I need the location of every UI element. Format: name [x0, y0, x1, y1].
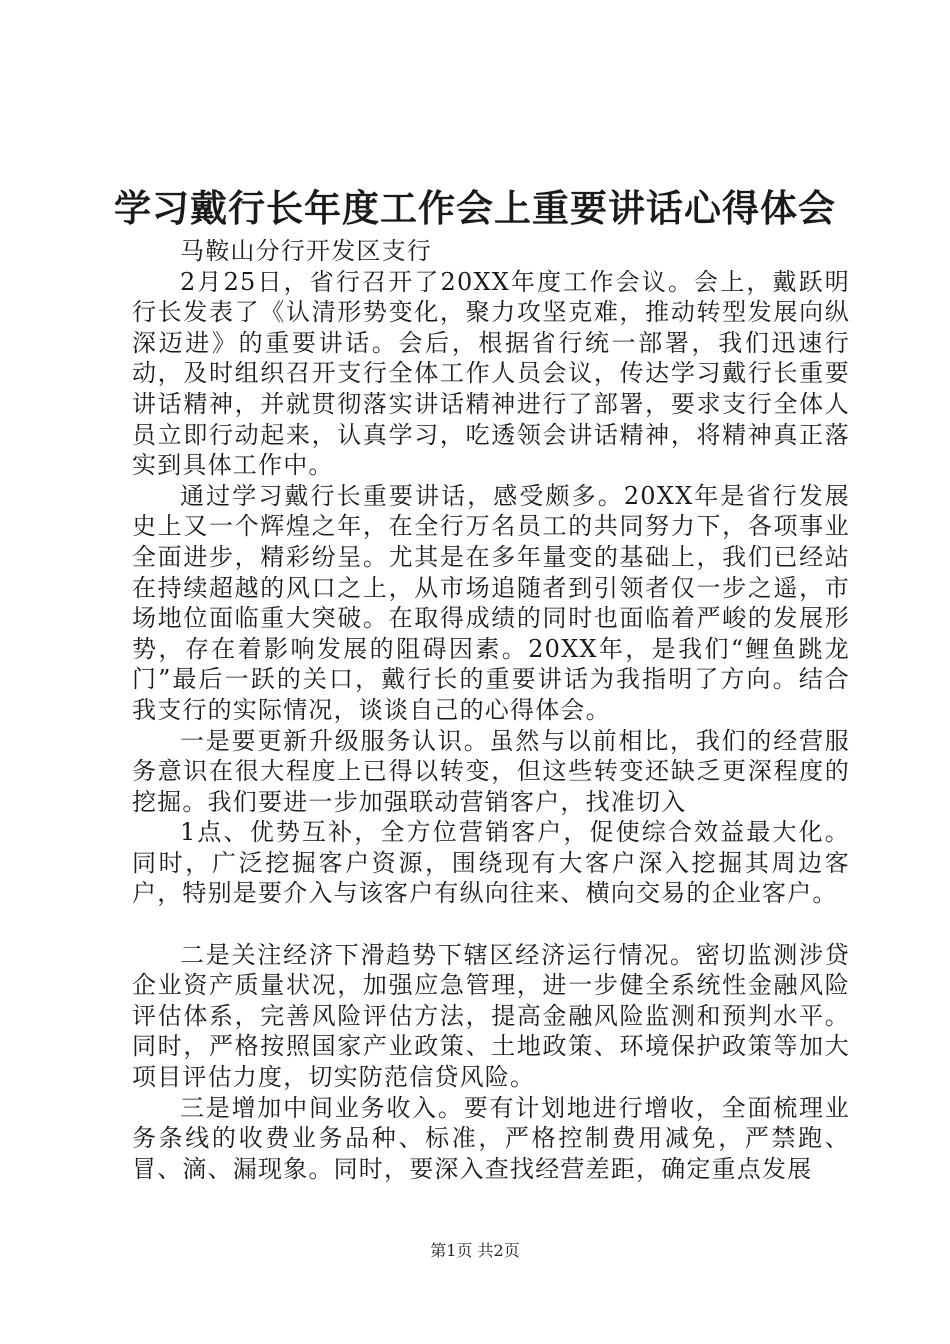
paragraph-reflection: 通过学习戴行长重要讲话，感受颇多。20XX年是省行发展史上又一个辉煌之年，在全行万名员工的共同努力下，各项事业全面进步，精彩纷呈。尤其是在多年量变的基础上，我们已经站在持续超越的风口之上，从市场追随者到引领者仅一步之遥，市场地位面临重大突破。在取得成绩的同时也面临着严峻的发展形势，存在着影响发展的阻碍因素。20XX年，是我们“鲤鱼跳龙门”最后一跃的关口，戴行长的重要讲话为我指明了方向。结合我支行的实际情况，谈谈自己的心得体会。 — [132, 481, 850, 724]
paragraph-intro: 2月25日，省行召开了20XX年度工作会议。会上，戴跃明行长发表了《认清形势变化，聚力攻坚克难，推动转型发展向纵深迈进》的重要讲话。会后，根据省行统一部署，我们迅速行动，及时组织召开支行全体工作人员会议，传达学习戴行长重要讲话精神，并就贯彻落实讲话精神进行了部署，要求支行全体人员立即行动起来，认真学习，吃透领会讲话精神，将精神真正落实到具体工作中。 — [132, 267, 850, 480]
paragraph-point-one-continued: 1点、优势互补，全方位营销客户，促使综合效益最大化。同时，广泛挖掘客户资源，围绕现有大客户深入挖掘其周边客户，特别是要介入与该客户有纵向往来、横向交易的企业客户。 — [132, 818, 850, 908]
author-line: 马鞍山分行开发区支行 — [180, 237, 432, 265]
document-body — [132, 236, 850, 1184]
paragraph-point-three: 三是增加中间业务收入。要有计划地进行增收，全面梳理业务条线的收费业务品种、标准，严格控制费用减免，严禁跑、冒、滴、漏现象。同时，要深入查找经营差距，确定重点发展 — [132, 1093, 850, 1183]
paragraph-point-two: 二是关注经济下滑趋势下辖区经济运行情况。密切监测涉贷企业资产质量状况，加强应急管理，进一步健全系统性金融风险评估体系，完善风险评估方法，提高金融风险监测和预判水平。同时，严格按照国家产业政策、土地政策、环境保护政策等加大项目评估力度，切实防范信贷风险。 — [132, 940, 850, 1092]
paragraph-point-one: 一是要更新升级服务认识。虽然与以前相比，我们的经营服务意识在很大程度上已得以转变，但这些转变还缺乏更深程度的挖掘。我们要进一步加强联动营销客户，找准切入 — [132, 726, 850, 816]
page-number-footer: 第1页 共2页 — [430, 1241, 520, 1260]
document-title: 学习戴行长年度工作会上重要讲话心得体会 — [114, 186, 836, 230]
